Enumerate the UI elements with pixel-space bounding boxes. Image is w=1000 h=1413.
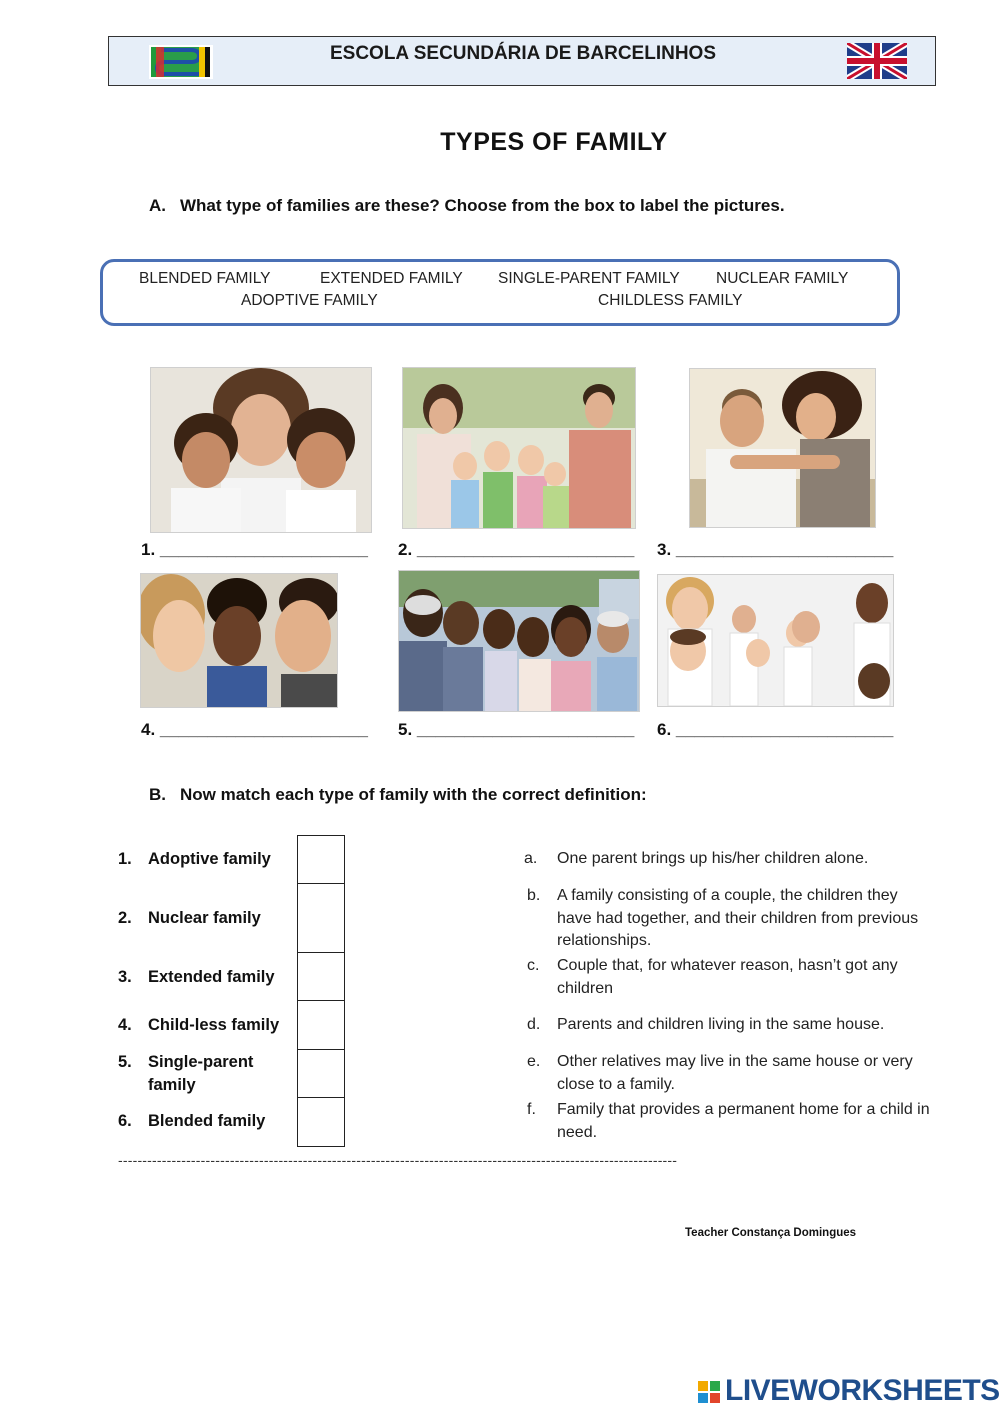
answer-box-5[interactable] [297, 1049, 345, 1098]
section-b-instruction: Now match each type of family with the correct definition: [180, 785, 647, 804]
definition-text: A family consisting of a couple, the children they have had together, and their children from previous relationships. [557, 887, 919, 949]
definition-text: Parents and children living in the same house. [557, 1016, 885, 1033]
photo-1 [150, 367, 372, 533]
couple-with-adopted-daughter-photo [141, 574, 337, 707]
definition-f [527, 1099, 937, 1145]
definition-b [527, 885, 937, 955]
photo-5 [398, 570, 640, 712]
section-a-letter: A. [149, 196, 166, 215]
match-item-label: Child-less family [148, 1016, 280, 1034]
match-item-1 [118, 848, 271, 871]
match-item-4 [118, 1014, 279, 1037]
divider-line: ------------------------------------------------------------------------------------------------------------------- [118, 1152, 678, 1168]
match-item-2 [118, 907, 261, 930]
match-item-label: Single-parent [148, 1053, 254, 1071]
match-item-5 [118, 1051, 253, 1097]
school-name: ESCOLA SECUNDÁRIA DE BARCELINHOS [329, 43, 716, 64]
word-adoptive: ADOPTIVE FAMILY [241, 292, 378, 309]
parents-with-children-group-photo [658, 575, 893, 706]
match-item-label-line2: family [148, 1076, 196, 1094]
teacher-credit: Teacher Constança Domingues [685, 1227, 857, 1239]
definition-text: Couple that, for whatever reason, hasn’t got any children [557, 957, 898, 997]
picture-4-label[interactable]: 4. ______________________ [141, 720, 368, 739]
match-item-number: 1. [118, 850, 132, 868]
answer-box-4[interactable] [297, 1000, 345, 1050]
match-item-number: 4. [118, 1016, 132, 1034]
definition-letter: c. [527, 957, 540, 974]
match-item-number: 2. [118, 909, 132, 927]
school-header [108, 36, 936, 86]
match-item-label: Extended family [148, 968, 275, 986]
photo-3 [689, 368, 876, 528]
page-title: TYPES OF FAMILY [440, 128, 668, 156]
picture-2-label[interactable]: 2. _______________________ [398, 540, 635, 559]
definition-text: One parent brings up his/her children alone. [557, 850, 869, 867]
definition-text: Family that provides a permanent home for a child in need. [557, 1101, 930, 1141]
multigenerational-family-photo [399, 571, 639, 711]
mother-with-two-children-photo [151, 368, 371, 532]
definition-d [527, 1014, 937, 1038]
definition-letter: b. [527, 887, 541, 904]
word-childless: CHILDLESS FAMILY [598, 292, 743, 309]
answer-box-3[interactable] [297, 952, 345, 1001]
definition-letter: d. [527, 1016, 541, 1033]
definition-text: Other relatives may live in the same house or very close to a family. [557, 1053, 913, 1093]
uk-flag-icon [847, 43, 907, 79]
photo-4 [140, 573, 338, 708]
picture-5-label[interactable]: 5. _______________________ [398, 720, 635, 739]
couple-hugging-photo [690, 369, 875, 527]
match-item-number: 5. [118, 1053, 132, 1071]
liveworksheets-brand[interactable]: LIVEWORKSHEETS [725, 1374, 1000, 1407]
definition-letter: f. [527, 1101, 536, 1118]
match-item-label: Blended family [148, 1112, 266, 1130]
word-nuclear: NUCLEAR FAMILY [716, 270, 849, 287]
match-item-3 [118, 966, 275, 989]
photo-2 [402, 367, 636, 529]
match-item-label: Adoptive family [148, 850, 271, 868]
liveworksheets-logo-icon [697, 1375, 723, 1411]
match-item-number: 3. [118, 968, 132, 986]
definition-e [527, 1051, 937, 1097]
picture-6-label[interactable]: 6. _______________________ [657, 720, 894, 739]
match-item-label: Nuclear family [148, 909, 261, 927]
definition-a [524, 848, 934, 872]
definition-letter: a. [524, 850, 538, 867]
word-single-parent: SINGLE-PARENT FAMILY [498, 270, 680, 287]
answer-box-2[interactable] [297, 883, 345, 953]
match-item-number: 6. [118, 1112, 132, 1130]
definition-c [527, 955, 937, 1001]
answer-box-6[interactable] [297, 1097, 345, 1147]
parents-with-four-children-photo [403, 368, 635, 528]
picture-3-label[interactable]: 3. _______________________ [657, 540, 894, 559]
section-b-letter: B. [149, 785, 166, 804]
word-blended: BLENDED FAMILY [139, 270, 271, 287]
definition-letter: e. [527, 1053, 541, 1070]
section-a-instruction: What type of families are these? Choose from the box to label the pictures. [180, 196, 785, 215]
photo-6 [657, 574, 894, 707]
match-item-6 [118, 1110, 265, 1133]
picture-1-label[interactable]: 1. ______________________ [141, 540, 368, 559]
answer-box-1[interactable] [297, 835, 345, 884]
word-extended: EXTENDED FAMILY [320, 270, 463, 287]
